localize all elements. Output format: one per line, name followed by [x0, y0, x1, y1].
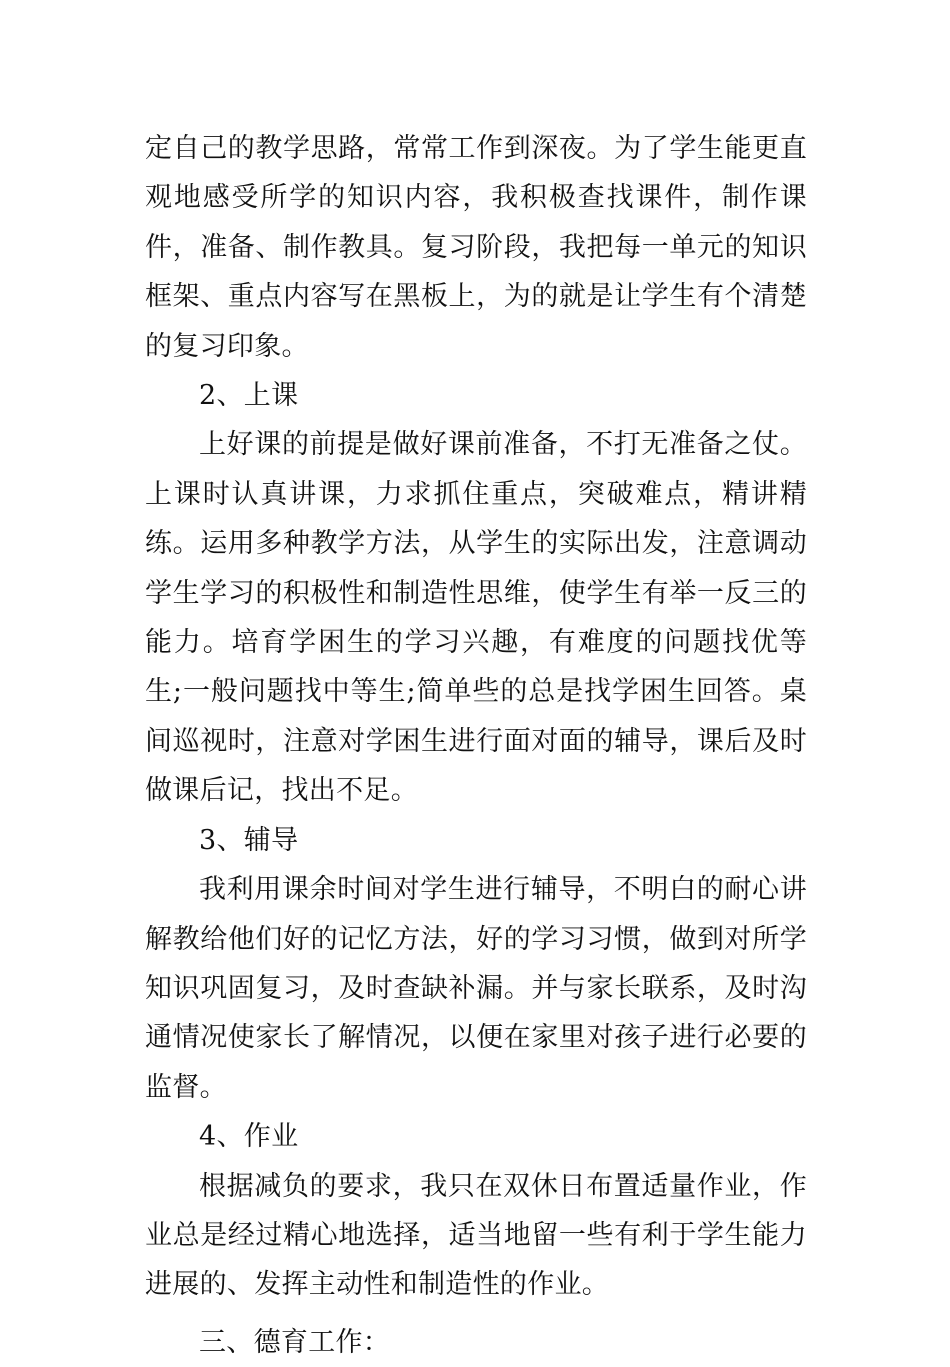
document-body [145, 124, 807, 1367]
heading-tutoring: 3、辅导 [199, 824, 299, 856]
paragraph-lecture: 上好课的前提是做好课前准备，不打无准备之仗。上课时认真讲课，力求抓住重点，突破难点，精讲精练。运用多种教学方法，从学生的实际出发，注意调动学生学习的积极性和制造性思维，使学生有举一反三的能力。培育学困生的学习兴趣，有难度的问题找优等生;一般问题找中等生;简单些的总是找学困生回答。桌间巡视时，注意对学困生进行面对面的辅导，课后及时做课后记，找出不足。 [145, 429, 807, 807]
heading-moral-education: 三、德育工作： [199, 1326, 391, 1358]
paragraph-homework: 根据减负的要求，我只在双休日布置适量作业，作业总是经过精心地选择，适当地留一些有利于学生能力进展的、发挥主动性和制造性的作业。 [145, 1170, 807, 1301]
paragraph-tutoring: 我利用课余时间对学生进行辅导，不明白的耐心讲解教给他们好的记忆方法，好的学习习惯，做到对所学知识巩固复习，及时查缺补漏。并与家长联系，及时沟通情况使家长了解情况，以便在家里对孩子进行必要的监督。 [145, 874, 807, 1103]
heading-lecture: 2、上课 [199, 380, 299, 412]
paragraph-preparation-continued: 定自己的教学思路，常常工作到深夜。为了学生能更直观地感受所学的知识内容，我积极查找课件，制作课件，准备、制作教具。复习阶段，我把每一单元的知识框架、重点内容写在黑板上，为的就是让学生有个清楚的复习印象。 [145, 133, 807, 362]
heading-homework: 4、作业 [199, 1121, 299, 1153]
